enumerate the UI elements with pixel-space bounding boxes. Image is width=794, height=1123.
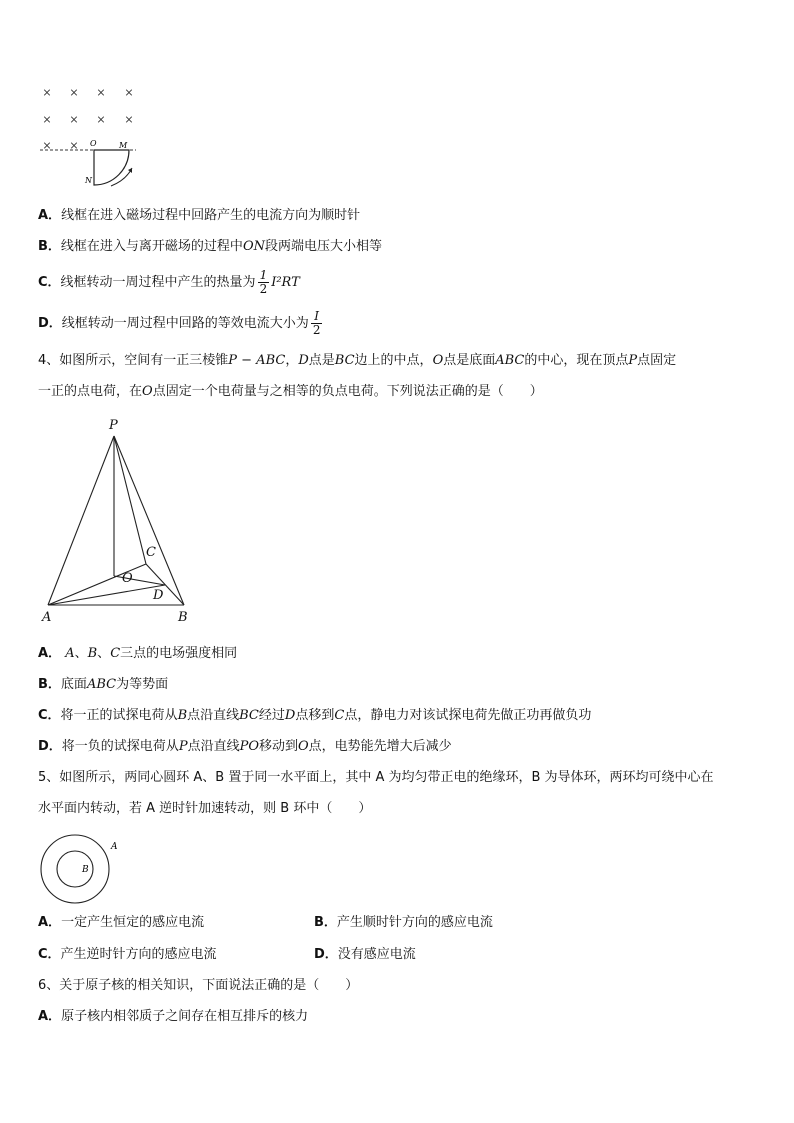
q5-stem-line1: 5、如图所示，两同心圆环 A、B 置于同一水平面上，其中 A 为均匀带正电的绝缘环，B 为导体环，两环均可绕中心在 [38, 770, 714, 785]
field-cross: × [124, 86, 134, 99]
q5-stem-line2: 水平面内转动，若 A 逆时针加速转动，则 B 环中（ ） [38, 801, 372, 816]
field-cross: × [96, 113, 106, 126]
segment-ad [48, 585, 165, 605]
q3-option-d[interactable]: D．线框转动一周过程中回路的等效电流大小为 $\frac{I}{2}$ [38, 309, 321, 337]
q6-stem: 6、关于原子核的相关知识，下面说法正确的是（ ） [38, 978, 359, 993]
q5-option-b[interactable]: B．产生顺时针方向的感应电流 [314, 915, 493, 930]
q4-option-a[interactable]: A． A、B、C三点的电场强度相同 [38, 646, 238, 661]
fraction: $\frac{I}{2}$ [312, 309, 321, 337]
field-cross: × [42, 139, 52, 152]
label-o: O [122, 571, 133, 586]
ring-a [41, 835, 109, 903]
label-m: M [119, 141, 128, 150]
field-cross: × [96, 86, 106, 99]
rotation-arrow [111, 168, 132, 186]
q5-option-a[interactable]: A．一定产生恒定的感应电流 [38, 915, 205, 930]
label-p: P [109, 418, 118, 433]
q3-option-c[interactable]: C．线框转动一周过程中产生的热量为 $\frac{1}{2}$ I²RT [38, 268, 300, 296]
q4-stem-line2: 一正的点电荷，在O点固定一个电荷量与之相等的负点电荷。下列说法正确的是（ ） [38, 384, 543, 399]
q4-option-c[interactable]: C．将一正的试探电荷从B点沿直线BC经过D点移到C点，静电力对该试探电荷先做正功再做负功 [38, 708, 592, 723]
q5-option-c[interactable]: C．产生逆时针方向的感应电流 [38, 947, 217, 962]
edge-pc [114, 436, 146, 564]
pyramid-figure [36, 414, 206, 626]
edge-pa [48, 436, 114, 605]
q6-option-a[interactable]: A．原子核内相邻质子之间存在相互排斥的核力 [38, 1009, 309, 1024]
label-n: N [85, 176, 92, 185]
field-cross: × [69, 139, 79, 152]
q4-option-d[interactable]: D．将一负的试探电荷从P点沿直线PO移动到O点，电势能先增大后减少 [38, 739, 452, 754]
quarter-circle-frame [94, 150, 129, 185]
concentric-rings-figure [38, 832, 122, 906]
field-cross: × [42, 86, 52, 99]
field-cross: × [69, 113, 79, 126]
q3-option-a[interactable]: A．线框在进入磁场过程中回路产生的电流方向为顺时针 [38, 208, 361, 223]
field-cross: × [42, 113, 52, 126]
magnetic-field-figure [36, 82, 146, 190]
label-c: C [146, 545, 156, 560]
field-cross: × [69, 86, 79, 99]
label-o: O [90, 139, 97, 148]
label-a: A [42, 610, 52, 625]
q5-option-d[interactable]: D．没有感应电流 [314, 947, 416, 962]
label-b: B [82, 865, 89, 875]
q4-stem-line1: 4、如图所示，空间有一正三棱锥P − ABC，D点是BC边上的中点，O点是底面ABC的中心，现在顶点P点固定 [38, 353, 677, 368]
fraction: $\frac{1}{2}$ [259, 268, 268, 296]
label-d: D [153, 588, 164, 603]
field-cross: × [124, 113, 134, 126]
label-a: A [111, 842, 118, 852]
q3-option-b[interactable]: B．线框在进入与离开磁场的过程中ON段两端电压大小相等 [38, 239, 382, 254]
label-b: B [178, 610, 188, 625]
q4-option-b[interactable]: B．底面ABC为等势面 [38, 677, 169, 692]
